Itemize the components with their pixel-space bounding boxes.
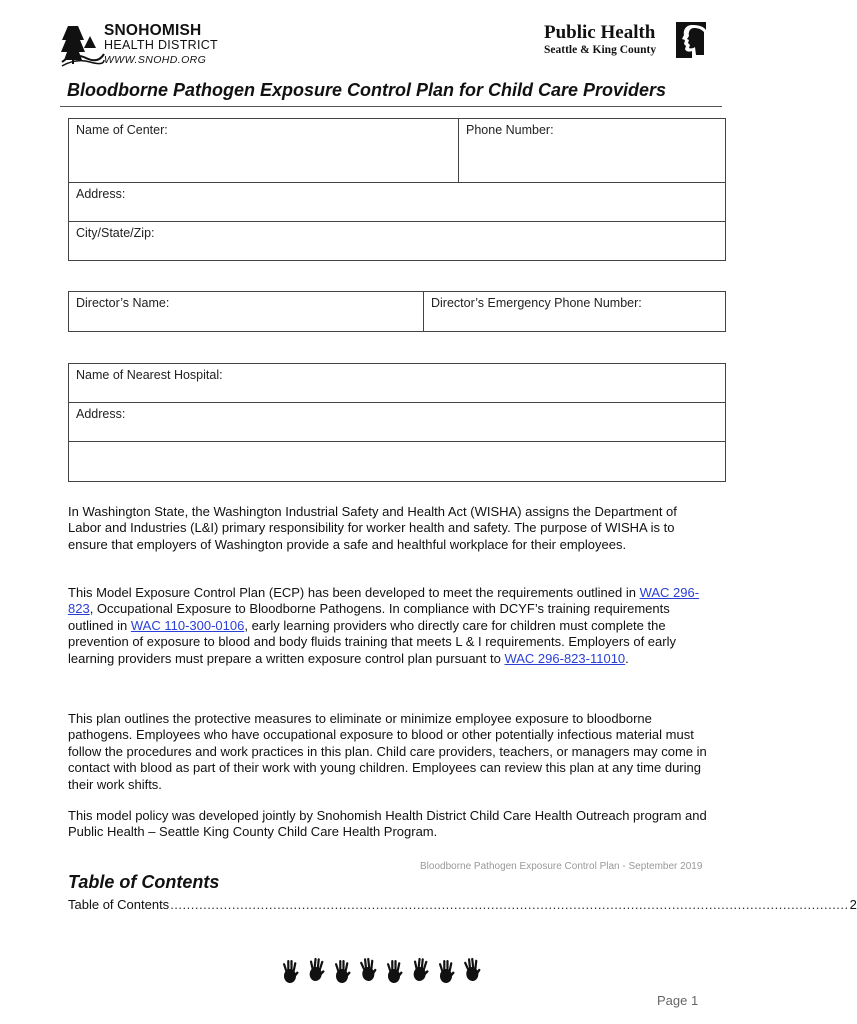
hospital-info-table xyxy=(68,363,726,482)
tree-icon xyxy=(60,22,104,68)
toc-entry-label: Table of Contents xyxy=(68,897,170,912)
handprints-decoration xyxy=(280,956,490,986)
director-emergency-phone-field[interactable] xyxy=(424,292,726,332)
ecp-text-3: , early learning providers who directly care for children must complete the prevention of exposure to blood and body fluids training that meets L & I requirements. Employers of early learning providers must prepare a written exposure control plan pursuant to xyxy=(68,617,676,666)
public-health-logo-name: Public Health xyxy=(544,22,656,43)
director-name-field[interactable] xyxy=(69,292,424,332)
profile-portrait-icon xyxy=(676,22,706,58)
center-name-label: Name of Center: xyxy=(76,123,168,137)
hospital-address-field[interactable] xyxy=(69,403,726,442)
toc-heading: Table of Contents xyxy=(68,872,220,892)
toc-entry[interactable] xyxy=(68,897,857,912)
page-number: Page 1 xyxy=(657,993,699,1008)
hospital-name-field[interactable] xyxy=(69,364,726,403)
snohomish-logo-url: WWW.SNOHD.ORG xyxy=(104,54,207,66)
ecp-text-2: , Occupational Exposure to Bloodborne Pathogens. In compliance with DCYF’s training requirements outlined in xyxy=(68,601,670,633)
ecp-text-4: . xyxy=(625,650,629,666)
ecp-paragraph xyxy=(68,585,708,667)
model-policy-paragraph: This model policy was developed jointly by Snohomish Health District Child Care Health Outreach program and Public Health – Seattle King County Child Care Health Program. xyxy=(68,808,707,840)
director-name-label: Director’s Name: xyxy=(76,296,170,310)
hospital-address-label: Address: xyxy=(76,407,126,421)
city-state-zip-field[interactable] xyxy=(69,222,726,261)
director-info-table xyxy=(68,291,726,332)
footer-note: Bloodborne Pathogen Exposure Control Plan - September 2019 xyxy=(420,861,703,872)
snohomish-logo-name: SNOHOMISH xyxy=(104,22,202,39)
wac-110-300-0106-link[interactable]: WAC 110-300-0106 xyxy=(130,617,245,633)
title-divider xyxy=(60,106,722,107)
public-health-logo xyxy=(540,22,710,62)
public-health-logo-subtitle: Seattle & King County xyxy=(544,44,657,56)
snohomish-logo-subtitle: HEALTH DISTRICT xyxy=(104,38,218,52)
hospital-name-label: Name of Nearest Hospital: xyxy=(76,368,223,382)
wisha-paragraph: In Washington State, the Washington Industrial Safety and Health Act (WISHA) assigns the Department of Labor and Industries (L&I) primary responsibility for worker health and safety. The purpose of WISHA is to ensure that employers of Washington provide a safe and healthful workplace for their employees. xyxy=(68,504,677,552)
document-title: Bloodborne Pathogen Exposure Control Plan for Child Care Providers xyxy=(67,80,667,100)
wac-296-823-11010-link[interactable]: WAC 296-823-11010 xyxy=(504,650,626,666)
ecp-text-1: This Model Exposure Control Plan (ECP) has been developed to meet the requirements outlined in xyxy=(68,585,640,600)
toc-entry-page: 2 xyxy=(849,897,857,912)
center-name-field[interactable] xyxy=(69,119,459,183)
snohomish-health-district-logo xyxy=(60,22,218,68)
wac-296-823-link[interactable]: WAC 296-823 xyxy=(68,585,700,617)
center-address-field[interactable] xyxy=(69,183,726,222)
phone-number-field[interactable] xyxy=(459,119,726,183)
hospital-address-extra-field[interactable] xyxy=(69,442,726,482)
plan-outline-paragraph: This plan outlines the protective measures to eliminate or minimize employee exposure to bloodborne pathogens. Employees who have occupational exposure to blood or other potentially infectious material must follow the procedures and work practices in this plan. Child care providers, teachers, or managers may come in contact with blood as part of their work with young children. Employees can review this plan at any time during their work shifts. xyxy=(68,711,707,792)
toc-leader-dots: ..................................................................................................................................................................... xyxy=(170,897,849,912)
center-info-table xyxy=(68,118,726,261)
director-emergency-phone-label: Director’s Emergency Phone Number: xyxy=(431,296,642,310)
city-state-zip-label: City/State/Zip: xyxy=(76,226,155,240)
phone-number-label: Phone Number: xyxy=(466,123,554,137)
center-address-label: Address: xyxy=(76,187,126,201)
